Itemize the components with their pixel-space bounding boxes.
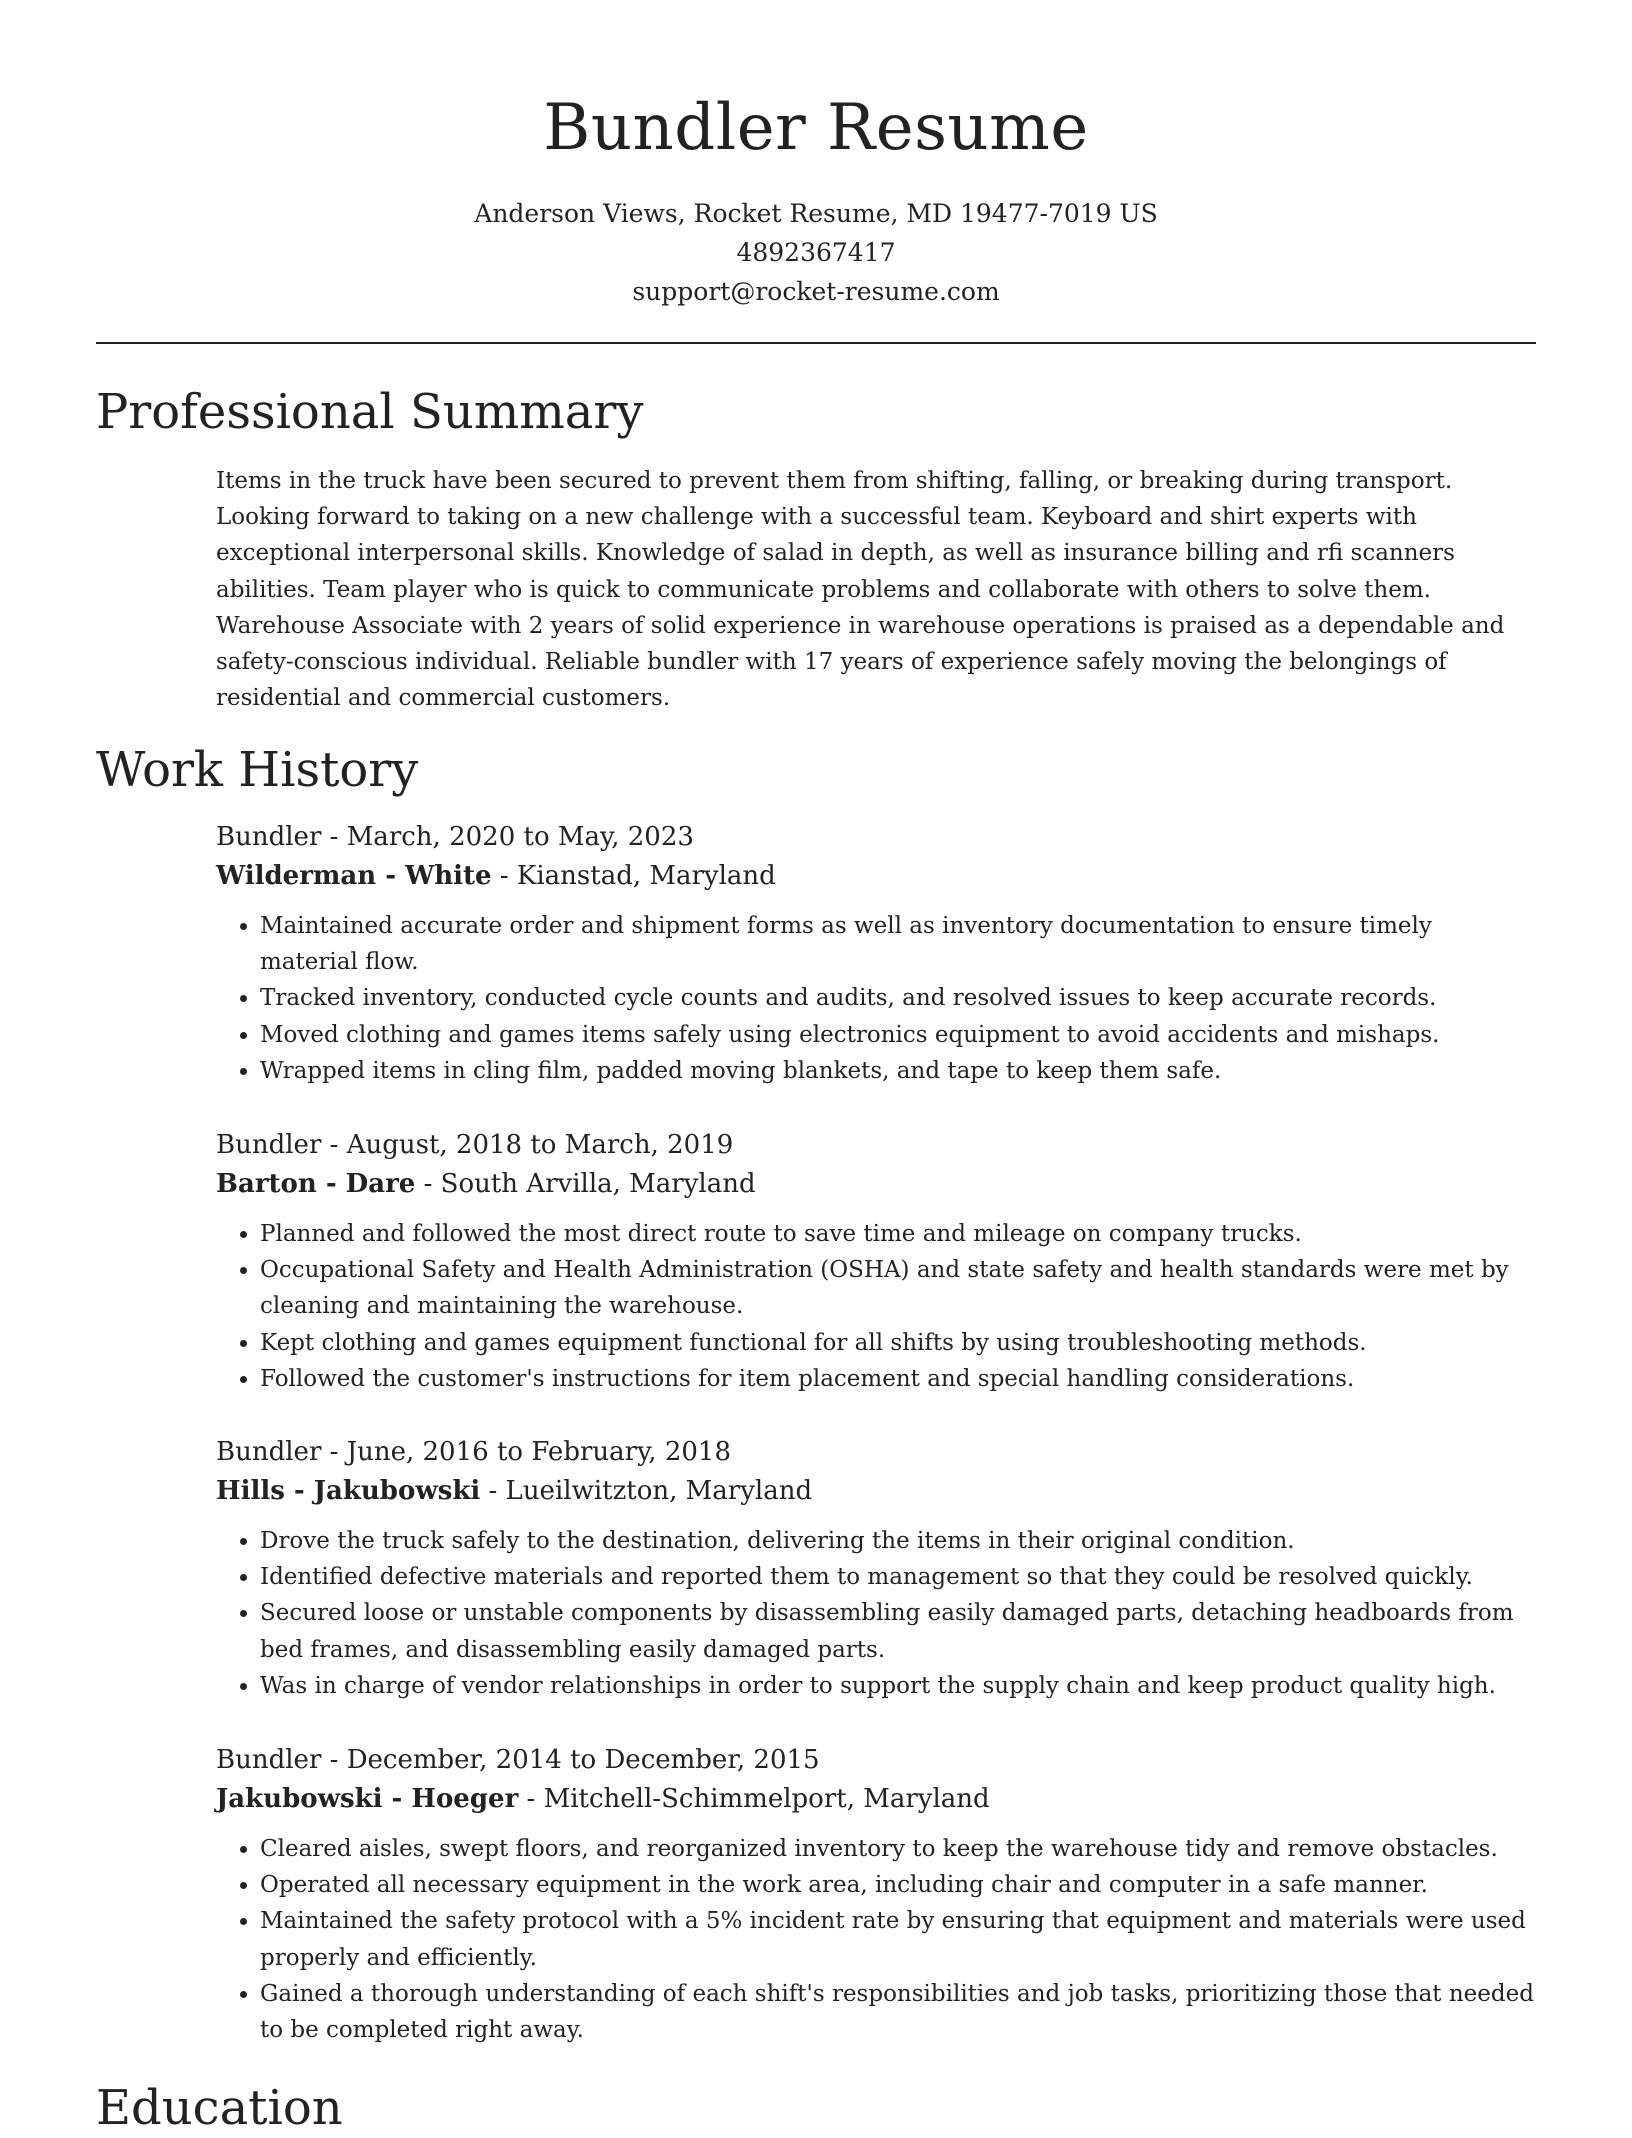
duty-item: • Moved clothing and games items safely using electronics equipment to avoid accidents and mishaps.: [260, 1017, 1536, 1053]
duty-item: • Was in charge of vendor relationships in order to support the supply chain and keep product quality high.: [260, 1668, 1536, 1704]
job-dates: - March, 2020 to May, 2023: [321, 822, 694, 852]
job-employer: Barton - Dare: [216, 1169, 416, 1199]
resume-header: [0, 0, 1632, 311]
job-company-line: [216, 1472, 1536, 1511]
job-employer: Wilderman - White: [216, 861, 492, 891]
duty-item: • Occupational Safety and Health Administration (OSHA) and state safety and health standards were met by cleaning and maintaining the warehouse.: [260, 1252, 1536, 1324]
job-entry: [216, 818, 1536, 1089]
job-title-line: [216, 1741, 1536, 1780]
education-heading: Education: [96, 2080, 343, 2136]
duty-item: • Followed the customer's instructions for item placement and special handling considerations.: [260, 1361, 1536, 1397]
header-divider: [96, 342, 1536, 344]
job-duties: [216, 1831, 1536, 2048]
job-role: Bundler: [216, 1437, 322, 1467]
job-dates: - August, 2018 to March, 2019: [321, 1130, 734, 1160]
job-entry: [216, 1126, 1536, 1397]
job-location: - Mitchell-Schimmelport, Maryland: [518, 1784, 990, 1814]
duty-item: • Kept clothing and games equipment functional for all shifts by using troubleshooting methods.: [260, 1325, 1536, 1361]
summary-heading: Professional Summary: [96, 384, 644, 440]
duty-item: • Maintained the safety protocol with a 5% incident rate by ensuring that equipment and materials were used properly and efficiently.: [260, 1903, 1536, 1975]
duty-item: • Secured loose or unstable components by disassembling easily damaged parts, detaching headboards from bed frames, and disassembling easily damaged parts.: [260, 1595, 1536, 1667]
address: Anderson Views, Rocket Resume, MD 19477-7019 US: [474, 199, 1158, 228]
job-duties: [216, 1523, 1536, 1704]
job-role: Bundler: [216, 1745, 322, 1775]
resume-name: Bundler Resume: [543, 91, 1089, 165]
work-history-heading: Work History: [96, 742, 419, 798]
duty-item: • Wrapped items in cling film, padded moving blankets, and tape to keep them safe.: [260, 1053, 1536, 1089]
job-duties: [216, 1216, 1536, 1397]
job-role: Bundler: [216, 1130, 322, 1160]
job-company-line: [216, 1165, 1536, 1204]
contact-block: [0, 194, 1632, 311]
job-company-line: [216, 1780, 1536, 1819]
duty-item: • Gained a thorough understanding of each shift's responsibilities and job tasks, prioritizing those that needed to be completed right away.: [260, 1976, 1536, 2048]
duty-item: • Cleared aisles, swept floors, and reorganized inventory to keep the warehouse tidy and remove obstacles.: [260, 1831, 1536, 1867]
duty-item: • Identified defective materials and reported them to management so that they could be resolved quickly.: [260, 1559, 1536, 1595]
duty-item: • Drove the truck safely to the destination, delivering the items in their original condition.: [260, 1523, 1536, 1559]
job-location: - Kianstad, Maryland: [491, 861, 776, 891]
email: support@rocket-resume.com: [632, 277, 1000, 306]
job-entry: [216, 1433, 1536, 1704]
duty-item: • Operated all necessary equipment in the work area, including chair and computer in a safe manner.: [260, 1867, 1536, 1903]
job-location: - South Arvilla, Maryland: [415, 1169, 756, 1199]
job-location: - Lueilwitzton, Maryland: [480, 1476, 813, 1506]
job-entry: [216, 1741, 1536, 2048]
job-role: Bundler: [216, 822, 322, 852]
job-employer: Jakubowski - Hoeger: [216, 1784, 519, 1814]
job-employer: Hills - Jakubowski: [216, 1476, 481, 1506]
job-duties: [216, 908, 1536, 1089]
job-title-line: [216, 818, 1536, 857]
summary-text: Items in the truck have been secured to prevent them from shifting, falling, or breaking during transport. Looking forward to taking on a new challenge with a successful team. Keyboard and shirt experts with exceptional interpersonal skills. Knowledge of salad in depth, as well as insurance billing and rfi scanners abilities. Team player who is quick to communicate problems and collaborate with others to solve them. Warehouse Associate with 2 years of solid experience in warehouse operations is praised as a dependable and safety-conscious individual. Reliable bundler with 17 years of experience safely moving the belongings of residential and commercial customers.: [216, 468, 1505, 712]
duty-item: • Tracked inventory, conducted cycle counts and audits, and resolved issues to keep accurate records.: [260, 980, 1536, 1016]
job-company-line: [216, 857, 1536, 896]
duty-item: • Planned and followed the most direct route to save time and mileage on company trucks.: [260, 1216, 1536, 1252]
phone: 4892367417: [736, 238, 896, 267]
job-dates: - June, 2016 to February, 2018: [321, 1437, 732, 1467]
job-dates: - December, 2014 to December, 2015: [321, 1745, 820, 1775]
job-title-line: [216, 1126, 1536, 1165]
job-title-line: [216, 1433, 1536, 1472]
duty-item: • Maintained accurate order and shipment forms as well as inventory documentation to ensure timely material flow.: [260, 908, 1536, 980]
